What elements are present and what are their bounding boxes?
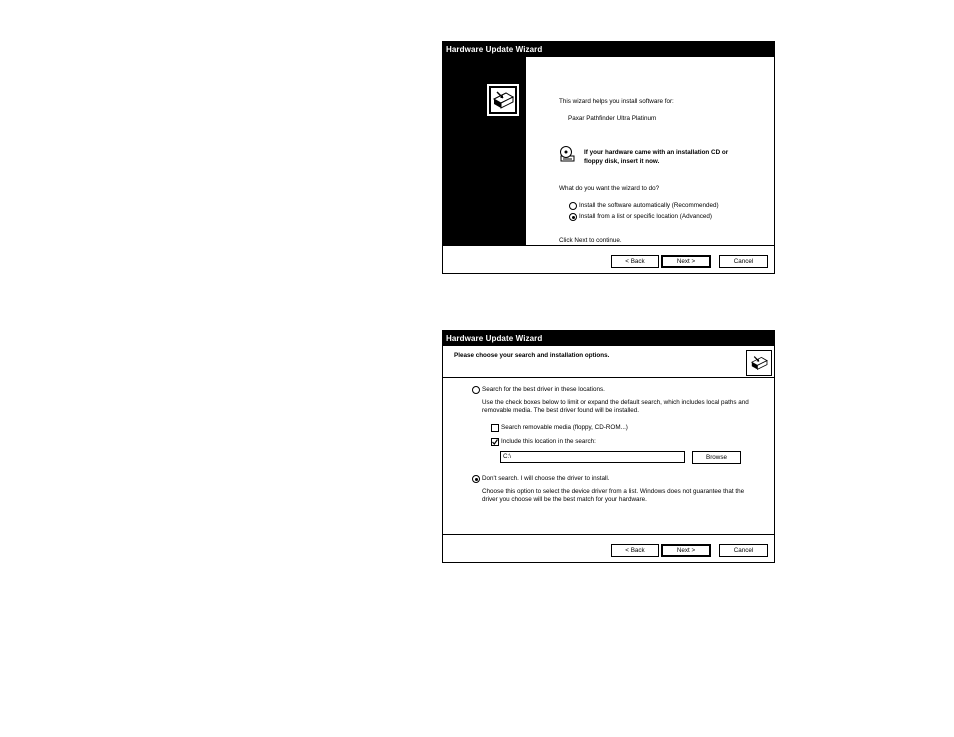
- install-automatically-label[interactable]: Install the software automatically (Recommended): [579, 202, 719, 209]
- back-button[interactable]: < Back: [611, 255, 659, 268]
- title-bar: Hardware Update Wizard: [443, 42, 774, 57]
- search-removable-media-label[interactable]: Search removable media (floppy, CD-ROM...): [501, 424, 628, 431]
- hardware-update-wizard-welcome-dialog: [442, 41, 775, 274]
- install-automatically-radio[interactable]: [569, 202, 577, 210]
- intro-text: This wizard helps you install software for:: [559, 98, 674, 105]
- cancel-button[interactable]: Cancel: [719, 255, 768, 268]
- dont-search-radio[interactable]: [472, 475, 480, 483]
- search-best-driver-radio[interactable]: [472, 386, 480, 394]
- dont-search-description-line-2: driver you choose will be the best match for your hardware.: [482, 496, 647, 503]
- hardware-wizard-icon: [746, 350, 772, 376]
- wizard-sidebar-banner: [443, 57, 526, 245]
- location-path-input[interactable]: C:\: [500, 451, 685, 463]
- header-separator: [443, 377, 774, 378]
- button-separator: [443, 245, 774, 246]
- hardware-update-wizard-options-dialog: [442, 330, 775, 563]
- hardware-wizard-icon: [487, 84, 519, 116]
- include-location-label[interactable]: Include this location in the search:: [501, 438, 596, 445]
- install-from-list-radio[interactable]: [569, 213, 577, 221]
- include-location-checkbox[interactable]: [491, 438, 499, 446]
- cancel-button[interactable]: Cancel: [719, 544, 768, 557]
- cd-install-icon: [558, 145, 576, 163]
- back-button[interactable]: < Back: [611, 544, 659, 557]
- page-header: Please choose your search and installation options.: [454, 352, 610, 359]
- dont-search-description-line-1: Choose this option to select the device driver from a list. Windows does not guarantee that the: [482, 488, 745, 495]
- next-button[interactable]: Next >: [661, 544, 711, 557]
- cd-notice-line-1: If your hardware came with an installation CD or: [584, 149, 729, 156]
- device-name: Paxar Pathfinder Ultra Platinum: [568, 115, 657, 122]
- install-from-list-label[interactable]: Install from a list or specific location (Advanced): [579, 213, 712, 220]
- search-description-line-2: removable media. The best driver found will be installed.: [482, 407, 640, 414]
- question-text: What do you want the wizard to do?: [559, 185, 660, 192]
- button-separator: [443, 534, 774, 535]
- dont-search-label[interactable]: Don't search. I will choose the driver to install.: [482, 475, 610, 482]
- title-bar: Hardware Update Wizard: [443, 331, 774, 346]
- search-removable-media-checkbox[interactable]: [491, 424, 499, 432]
- next-button[interactable]: Next >: [661, 255, 711, 268]
- search-best-driver-label[interactable]: Search for the best driver in these locations.: [482, 386, 605, 393]
- search-description-line-1: Use the check boxes below to limit or expand the default search, which includes local paths and: [482, 399, 749, 406]
- cd-notice-line-2: floppy disk, insert it now.: [584, 158, 660, 165]
- continue-text: Click Next to continue.: [559, 237, 622, 244]
- browse-button[interactable]: Browse: [692, 451, 741, 464]
